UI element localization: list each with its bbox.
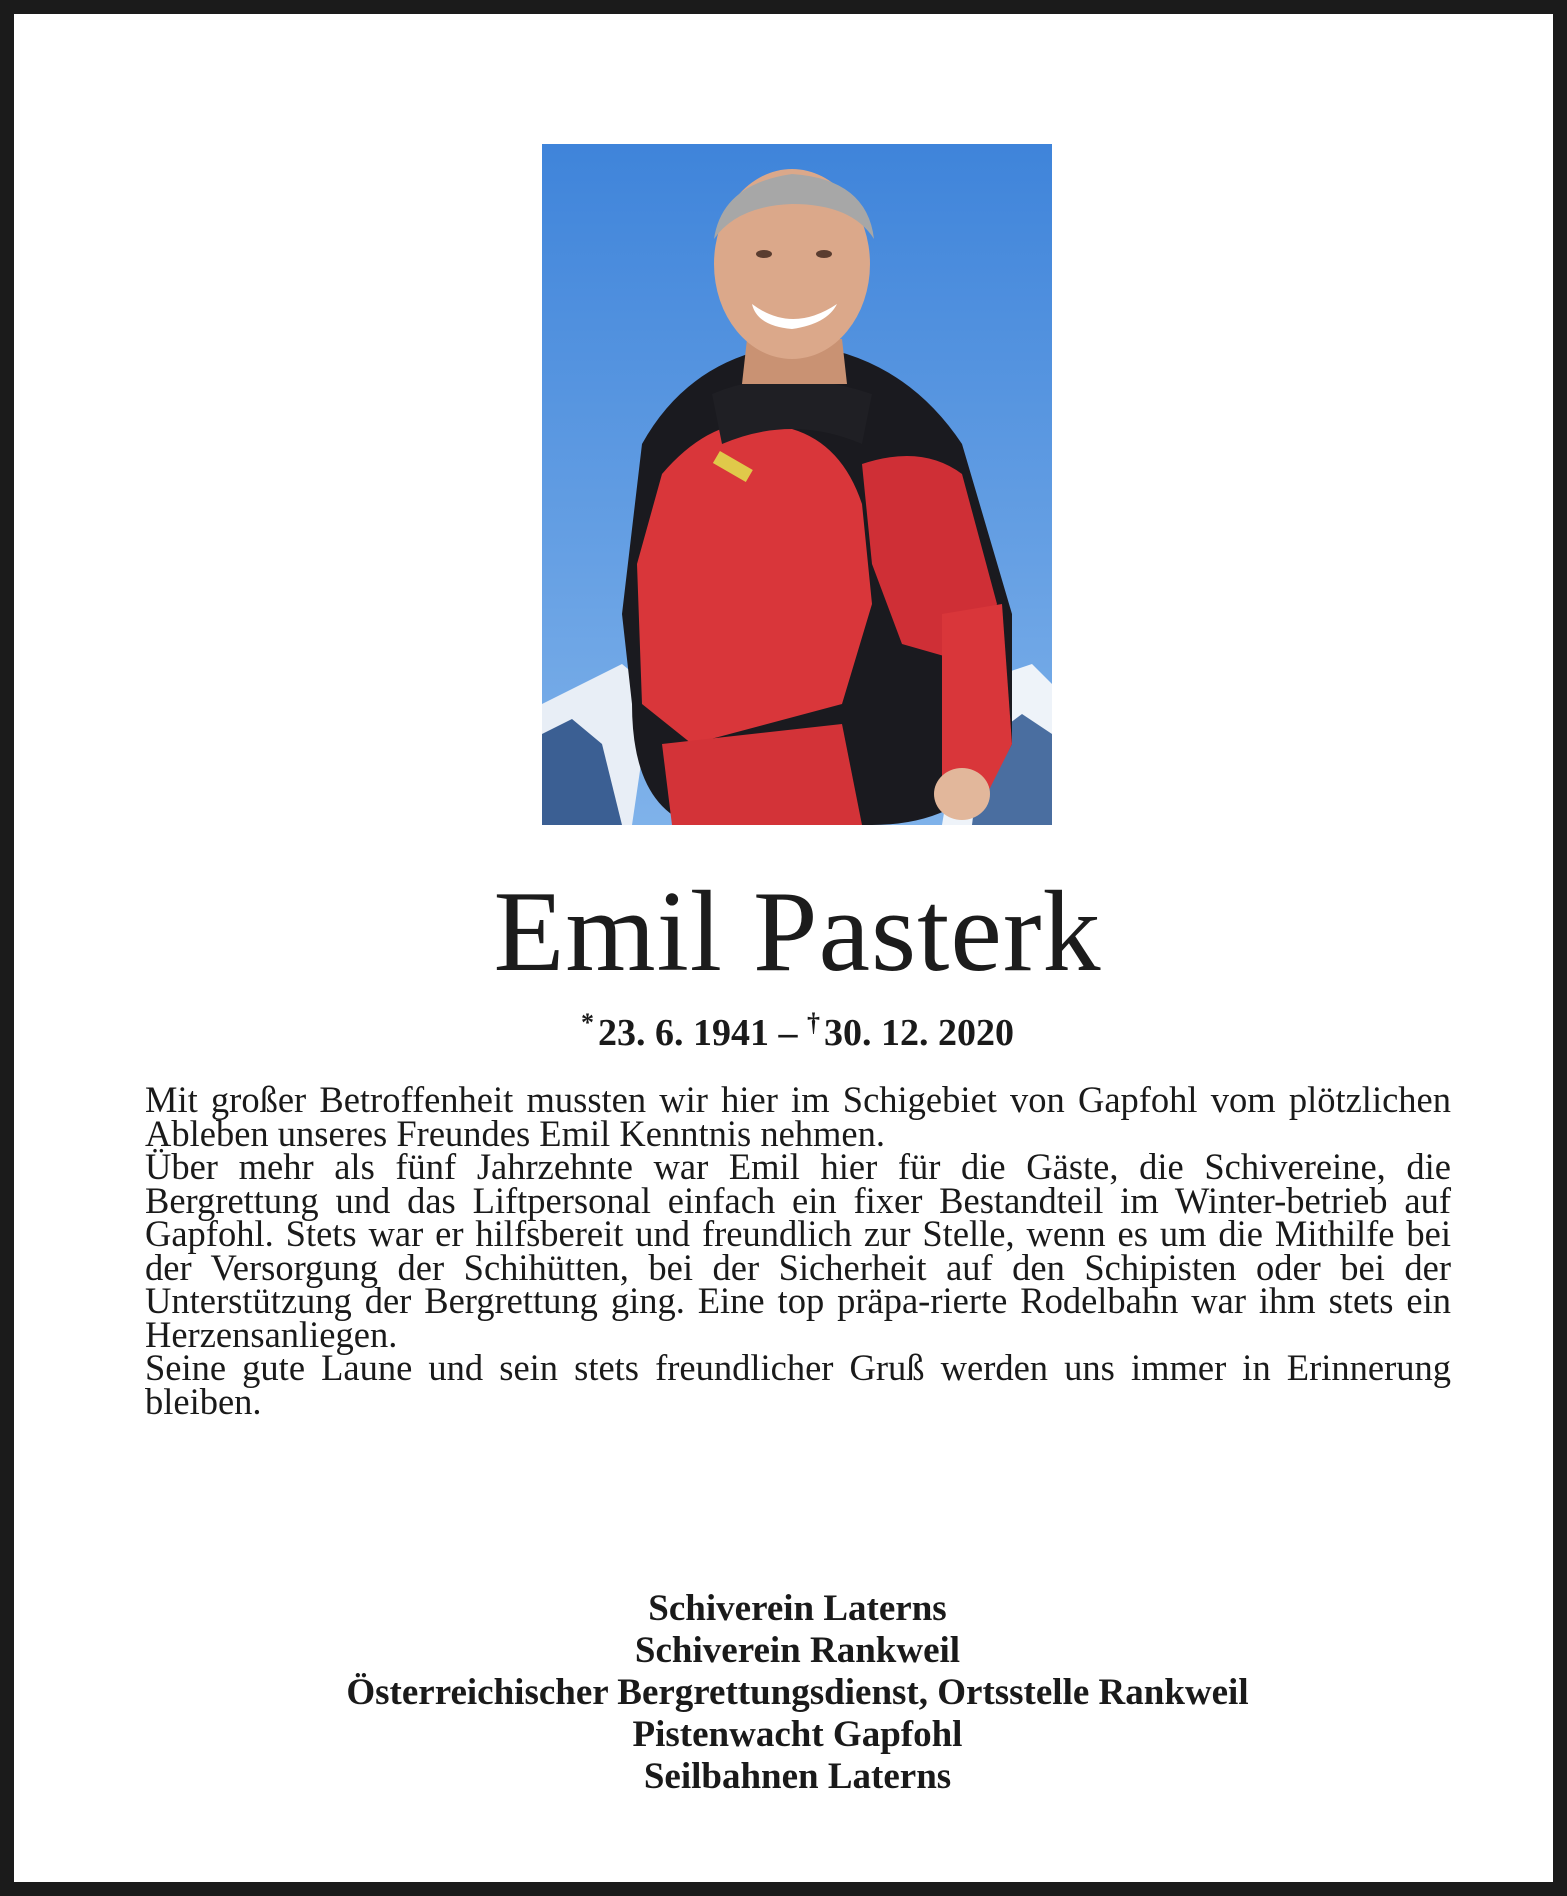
deceased-name: Emil Pasterk	[493, 868, 1102, 996]
right-eye	[816, 250, 832, 258]
obituary-text	[145, 1079, 1451, 1422]
left-eye	[756, 250, 772, 258]
signer: Pistenwacht Gapfohl	[632, 1714, 963, 1755]
jacket-red-left	[637, 422, 872, 744]
signers-list	[14, 1588, 1567, 1798]
birth-symbol: *	[581, 1008, 594, 1037]
death-date: 30. 12. 2020	[824, 1012, 1014, 1054]
paragraph-2: Über mehr als fünf Jahrzehnte war Emil hier für die Gäste, die Schivereine, die Bergrettung und das Liftpersonal einfach ein fixer Bestandteil im Winter-betrieb auf Gapfohl. Stets war er hilfsbereit und freundlich zur Stelle, wenn es um die Mithilfe bei der Versorgung der Schihütten, bei der Sicherheit auf den Schipisten oder bei der Unterstützung der Bergrettung ging. Eine top präpa-rierte Rodelbahn war ihm stets ein Herzensanliegen.	[145, 1146, 1451, 1355]
death-symbol: †	[807, 1008, 820, 1037]
birth-date: 23. 6. 1941	[598, 1012, 769, 1054]
hand	[934, 768, 990, 820]
signer: Schiverein Rankweil	[634, 1630, 961, 1671]
paragraph-3: Seine gute Laune und sein stets freundlicher Gruß werden uns immer in Erinnerung bleiben.	[145, 1347, 1451, 1422]
paragraph-1: Mit großer Betroffenheit mussten wir hier im Schigebiet von Gapfohl vom plötzlichen Ableben unseres Freundes Emil Kenntnis nehmen.	[145, 1079, 1451, 1154]
signer: Österreichischer Bergrettungsdienst, Ortsstelle Rankweil	[346, 1672, 1249, 1713]
signer: Seilbahnen Laterns	[643, 1756, 952, 1797]
life-dates	[14, 1000, 1567, 1056]
portrait-illustration	[542, 144, 1052, 825]
portrait-photo	[542, 144, 1052, 825]
date-separator: –	[778, 1012, 798, 1054]
signer: Schiverein Laterns	[648, 1588, 947, 1629]
